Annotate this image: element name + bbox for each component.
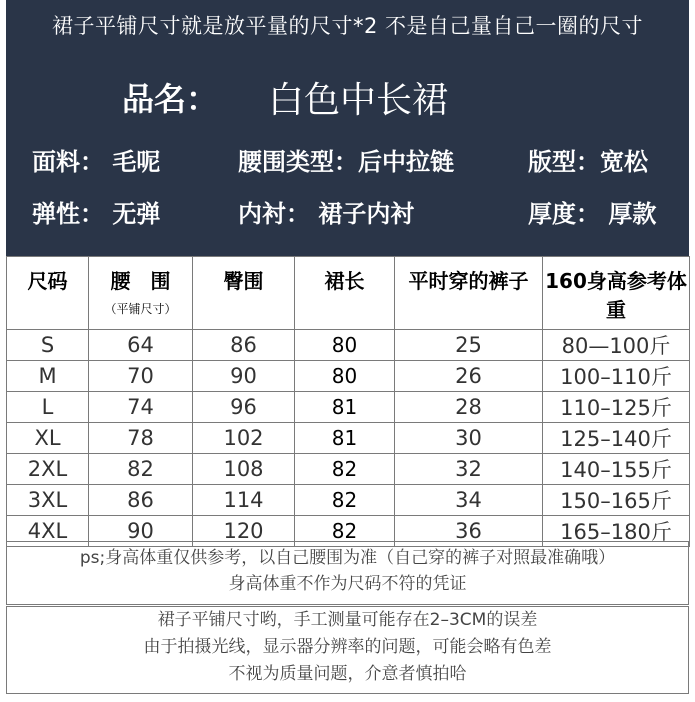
cell-length: 81 [295, 423, 395, 454]
cell-weight: 140–155斤 [543, 454, 690, 485]
cell-waist: 82 [89, 454, 193, 485]
cell-hip: 108 [193, 454, 295, 485]
elasticity-attr: 弹性： 无弹 [32, 200, 161, 228]
cell-waist: 78 [89, 423, 193, 454]
cell-size: 2XL [7, 454, 89, 485]
cell-length: 80 [295, 330, 395, 361]
cell-weight: 110–125斤 [543, 392, 690, 423]
cell-pants: 32 [395, 454, 543, 485]
cell-size: L [7, 392, 89, 423]
cell-hip: 86 [193, 330, 295, 361]
header-waist-sub: （平铺尺寸） [104, 302, 177, 316]
reference-note-line: 身高体重不作为尺码不符的凭证 [228, 574, 467, 594]
measurement-note [6, 606, 689, 694]
cell-pants: 30 [395, 423, 543, 454]
cell-size: XL [7, 423, 89, 454]
measurement-note-line: 不视为质量问题，介意者慎拍哈 [228, 664, 467, 684]
table-row [7, 454, 690, 485]
header-size: 尺码 [7, 257, 89, 330]
info-header [6, 0, 689, 256]
header-hip: 臀围 [193, 257, 295, 330]
table-row [7, 392, 690, 423]
cell-pants: 36 [395, 516, 543, 547]
cell-pants: 34 [395, 485, 543, 516]
cell-size: S [7, 330, 89, 361]
lining-attr: 内衬： 裙子内衬 [238, 200, 415, 228]
product-label: 品名： [122, 80, 219, 118]
cell-hip: 102 [193, 423, 295, 454]
top-note: 裙子平铺尺寸就是放平量的尺寸*2 不是自己量自己一圈的尺寸 [51, 14, 644, 38]
header-waist [89, 257, 193, 330]
cell-length: 82 [295, 485, 395, 516]
measurement-note-line: 由于拍摄光线，显示器分辨率的问题，可能会略有色差 [143, 637, 552, 657]
header-waist-label: 腰 围 [110, 269, 171, 293]
cell-hip: 120 [193, 516, 295, 547]
fit-attr: 版型：宽松 [528, 148, 648, 176]
cell-waist: 70 [89, 361, 193, 392]
reference-note-line: ps;身高体重仅供参考，以自己腰围为准（自己穿的裤子对照最准确哦） [79, 548, 616, 568]
cell-hip: 114 [193, 485, 295, 516]
thickness-attr: 厚度： 厚款 [528, 200, 657, 228]
cell-weight: 165–180斤 [543, 516, 690, 547]
cell-hip: 96 [193, 392, 295, 423]
header-weight: 160身高参考体重 [543, 257, 690, 330]
product-name: 白色中长裙 [268, 80, 449, 121]
cell-pants: 26 [395, 361, 543, 392]
size-table [6, 256, 690, 547]
cell-waist: 64 [89, 330, 193, 361]
cell-size: 3XL [7, 485, 89, 516]
cell-length: 82 [295, 516, 395, 547]
table-row [7, 361, 690, 392]
cell-waist: 90 [89, 516, 193, 547]
cell-hip: 90 [193, 361, 295, 392]
measurement-note-line: 裙子平铺尺寸哟，手工测量可能存在2–3CM的误差 [157, 610, 538, 630]
cell-waist: 86 [89, 485, 193, 516]
cell-length: 81 [295, 392, 395, 423]
cell-size: 4XL [7, 516, 89, 547]
header-length: 裙长 [295, 257, 395, 330]
cell-length: 80 [295, 361, 395, 392]
cell-weight: 80—100斤 [543, 330, 690, 361]
fabric-attr: 面料： 毛呢 [32, 148, 161, 176]
cell-length: 82 [295, 454, 395, 485]
waist-type-attr: 腰围类型：后中拉链 [238, 148, 454, 176]
cell-weight: 125–140斤 [543, 423, 690, 454]
header-pants: 平时穿的裤子 [395, 257, 543, 330]
cell-waist: 74 [89, 392, 193, 423]
table-row [7, 330, 690, 361]
cell-pants: 25 [395, 330, 543, 361]
cell-size: M [7, 361, 89, 392]
table-row [7, 485, 690, 516]
table-header-row [7, 257, 690, 330]
table-row [7, 423, 690, 454]
reference-note [6, 541, 689, 605]
cell-weight: 150–165斤 [543, 485, 690, 516]
cell-weight: 100–110斤 [543, 361, 690, 392]
cell-pants: 28 [395, 392, 543, 423]
